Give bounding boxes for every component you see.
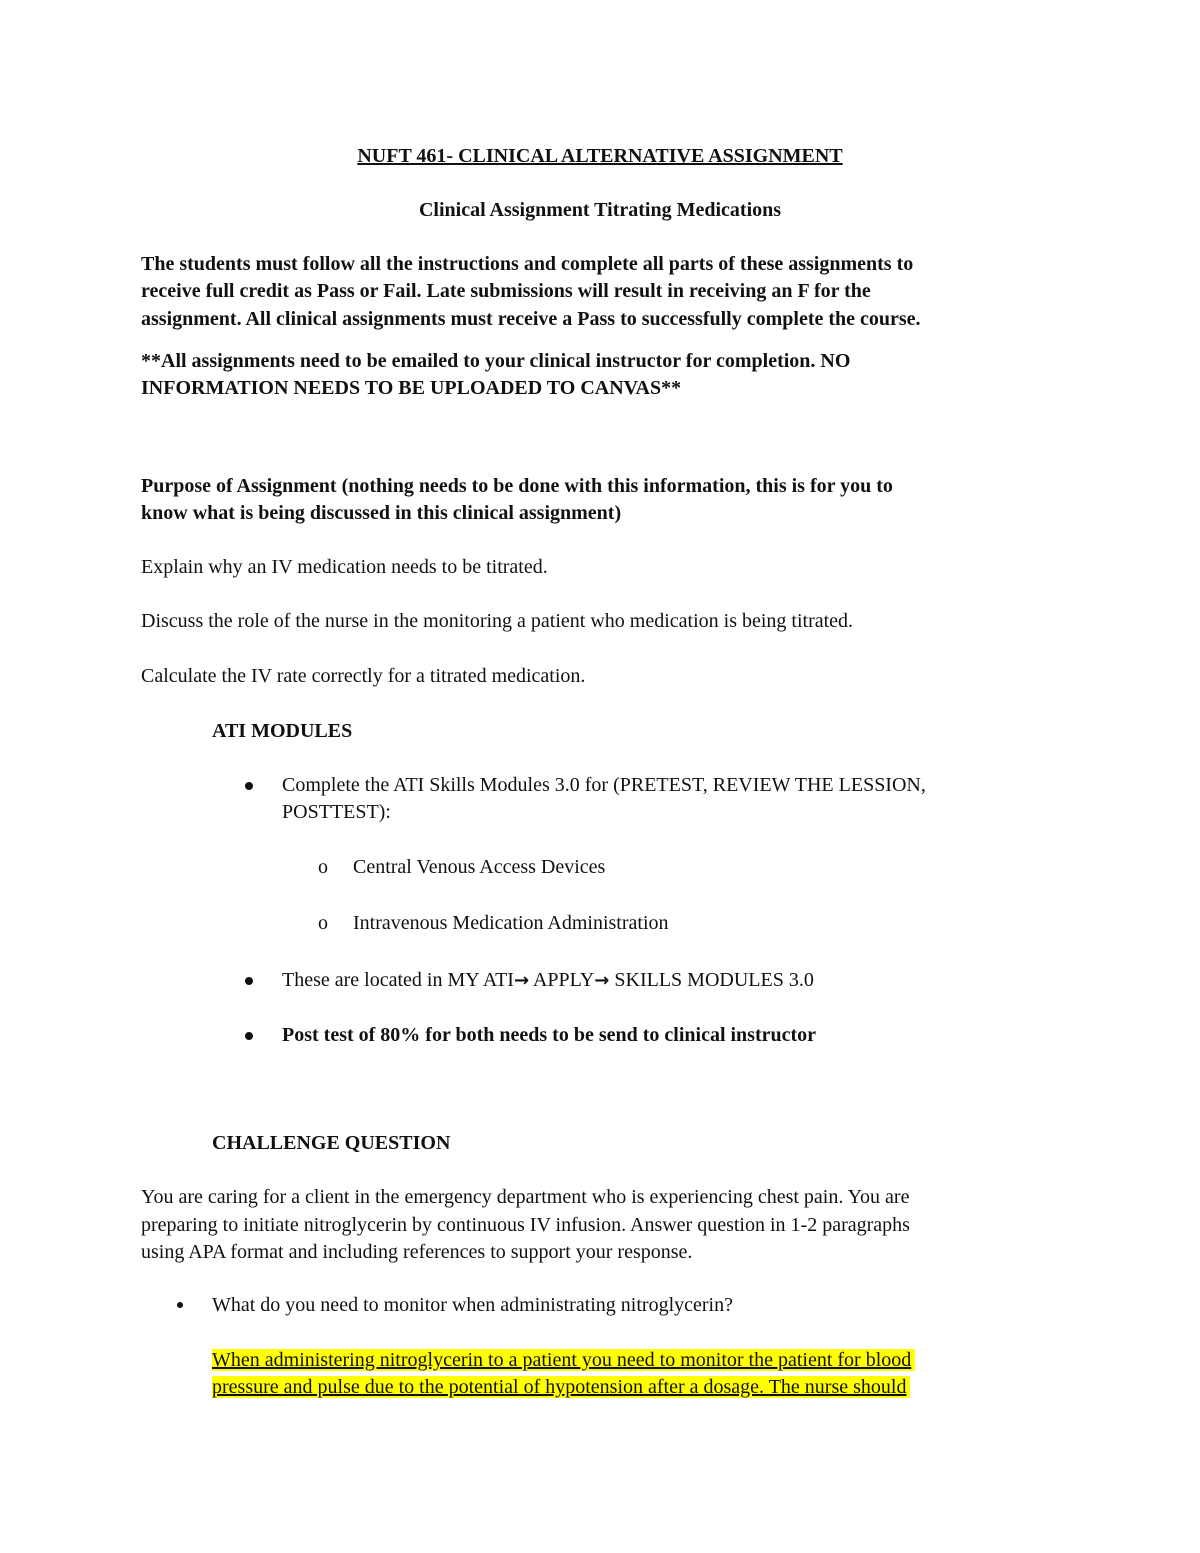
ati-heading: ATI MODULES [212, 720, 353, 742]
ati-posttest: Post test of 80% for both needs to be send to clinical instructor [282, 1024, 817, 1046]
instructions-line: The students must follow all the instructions and complete all parts of these assignments to [141, 253, 914, 275]
instructions-line: receive full credit as Pass or Fail. Late submissions will result in receiving an F for the [141, 280, 871, 302]
email-note-line: INFORMATION NEEDS TO BE UPLOADED TO CANVAS** [141, 377, 682, 399]
challenge-prompt-line: You are caring for a client in the emergency department who is experiencing chest pain. You are [141, 1186, 910, 1208]
ati-subitem: Central Venous Access Devices [353, 856, 606, 878]
document-title: NUFT 461- CLINICAL ALTERNATIVE ASSIGNMENT [357, 145, 843, 167]
bullet-icon [245, 1032, 253, 1040]
challenge-heading: CHALLENGE QUESTION [212, 1132, 451, 1154]
circle-bullet-icon: o [318, 912, 328, 934]
location-text: These are located in MY ATI [282, 969, 514, 991]
document-subtitle: Clinical Assignment Titrating Medications [418, 199, 782, 221]
answer-text: When administering nitroglycerin to a patient you need to monitor the patient for blood [212, 1349, 915, 1371]
answer-line [212, 1373, 910, 1401]
objective-item: Discuss the role of the nurse in the monitoring a patient who medication is being titrated. [141, 610, 854, 632]
purpose-line: know what is being discussed in this clinical assignment) [141, 502, 622, 524]
email-note-line: **All assignments need to be emailed to your clinical instructor for completion. NO [141, 350, 851, 372]
purpose-line: Purpose of Assignment (nothing needs to be done with this information, this is for you to [141, 475, 893, 497]
ati-bullet-line: POSTTEST): [282, 801, 391, 823]
challenge-question: What do you need to monitor when administrating nitroglycerin? [212, 1294, 733, 1316]
bullet-icon [245, 782, 253, 790]
bullet-icon [245, 977, 253, 985]
ati-bullet-line: Complete the ATI Skills Modules 3.0 for (PRETEST, REVIEW THE LESSION, [282, 774, 926, 796]
objective-item: Calculate the IV rate correctly for a titrated medication. [141, 665, 586, 687]
challenge-prompt-line: using APA format and including references to support your response. [141, 1241, 693, 1263]
ati-subitem: Intravenous Medication Administration [353, 912, 669, 934]
answer-line [212, 1346, 915, 1374]
bullet-icon [177, 1302, 183, 1308]
challenge-prompt-line: preparing to initiate nitroglycerin by continuous IV infusion. Answer question in 1-2 paragraphs [141, 1214, 910, 1236]
answer-text: pressure and pulse due to the potential of hypotension after a dosage. The nurse should [212, 1376, 910, 1398]
ati-location [282, 966, 814, 995]
location-text: SKILLS MODULES 3.0 [609, 969, 814, 991]
objective-item: Explain why an IV medication needs to be titrated. [141, 556, 548, 578]
location-text: APPLY [529, 969, 595, 991]
circle-bullet-icon: o [318, 856, 328, 878]
instructions-line: assignment. All clinical assignments must receive a Pass to successfully complete the course. [141, 308, 921, 330]
arrow-right-icon: → [594, 970, 610, 991]
arrow-right-icon: → [513, 970, 530, 991]
